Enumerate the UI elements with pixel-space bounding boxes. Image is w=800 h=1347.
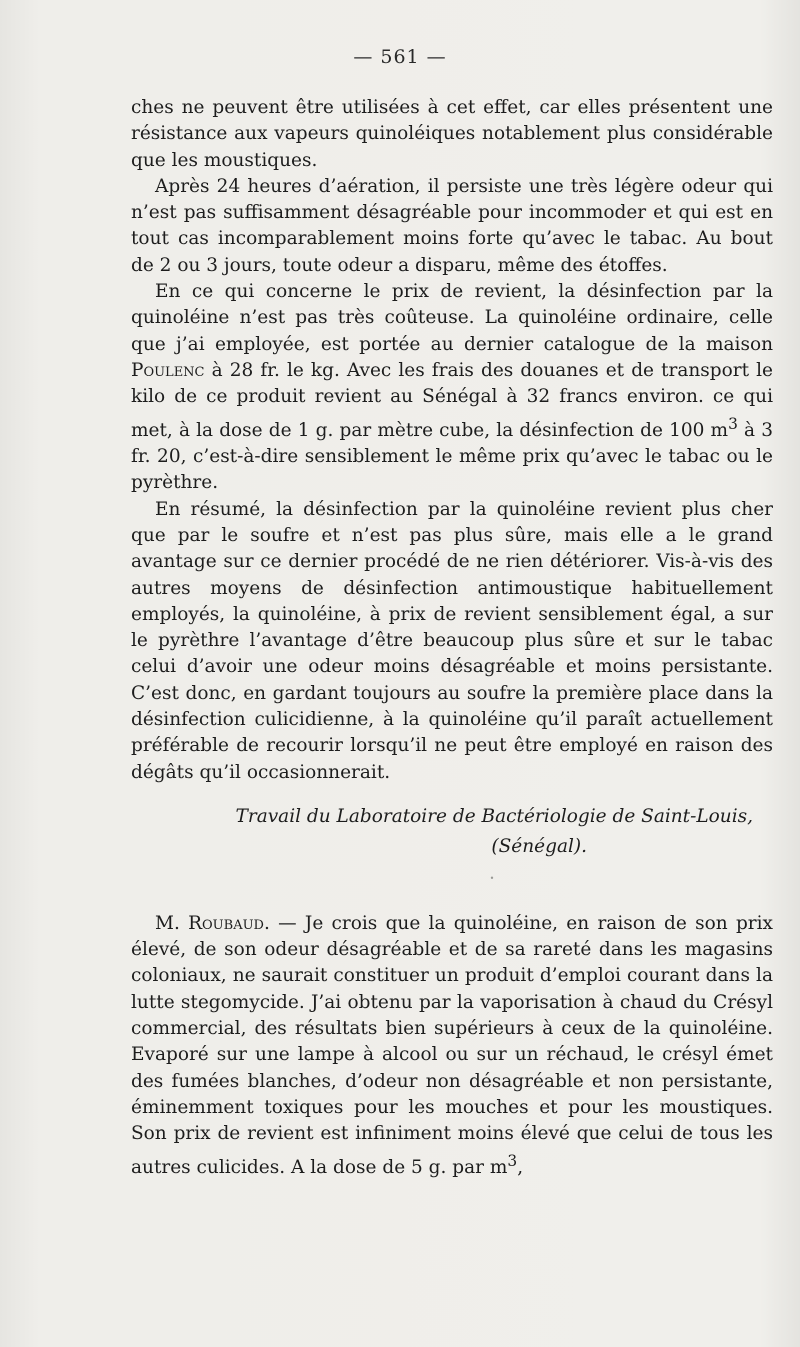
section-ornament: • <box>489 873 495 883</box>
paragraph-5 <box>131 911 773 1181</box>
cubic-superscript: 3 <box>728 414 738 433</box>
attribution <box>131 802 773 862</box>
paragraph-5-end: , <box>517 1156 524 1178</box>
cubic-superscript-2: 3 <box>507 1151 518 1170</box>
paragraph-2: Après 24 heures d’aération, il persiste une très légère odeur qui n’est pas suffisamment désagréable pour incommoder et qui est en tout cas incomparablement moins forte qu’avec le tabac. Au bout de 2 ou 3 jours, toute odeur a disparu, même des étoffes. <box>131 175 773 276</box>
paragraph-4: En résumé, la désinfection par la quinoléine revient plus cher que par le soufre et n’est pas plus sûre, mais elle a le grand avantage sur ce dernier procédé de ne rien détériorer. Vis-à-vis des autres moyens de désinfection antimoustique habituellement employés, la quinoléine, à prix de revient sensiblement égal, a sur le pyrèthre l’avantage d’être beaucoup plus sûre et sur le tabac celui d’avoir une odeur moins désagréable et moins persistante. C’est donc, en gardant toujours au soufre la première place dans la désinfection culicidienne, à la quinoléine qu’il paraît actuellement préférable de recourir lorsqu’il ne peut être employé en raison des dégâts qu’il occasionnerait. <box>131 498 773 783</box>
speaker-name: M. Roubaud. <box>155 912 270 934</box>
company-name: Poulenc <box>131 359 205 381</box>
paragraph-3-middle: à 28 fr. le kg. Avec les frais des douanes et de transport le kilo de ce produit revient au Sénégal à 32 francs environ. ce qui met, à la dose de 1 g. par mètre cube, la désinfection de 100 m <box>131 359 773 441</box>
paragraph-3-end: à 3 fr. 20, c’est-à-dire sensiblement le même prix qu’avec le tabac ou le pyrèthre. <box>131 419 774 494</box>
body-text <box>131 95 773 1181</box>
attribution-line-1: Travail du Laboratoire de Bactériologie de Saint-Louis, <box>235 805 753 827</box>
paragraph-1: ches ne peuvent être utilisées à cet effet, car elles présentent une résistance aux vapeurs quinoléiques notablement plus considérable que les moustiques. <box>131 97 773 171</box>
page-number: — 561 — <box>353 46 447 68</box>
paragraph-5-text: — Je crois que la quinoléine, en raison de son prix élevé, de son odeur désagréable et de sa rareté dans les magasins coloniaux, ne saurait constituer un produit d’emploi courant dans la lutte stegomycide. J’ai obtenu par la vaporisation à chaud du Crésyl commercial, des résultats bien supérieurs à ceux de la quinoléine. Evaporé sur une lampe à alcool ou sur un réchaud, le crésyl émet des fumées blanches, d’odeur non désagréable et non persistante, éminemment toxiques pour les mouches et pour les moustiques. Son prix de revient est infiniment moins élevé que celui de tous les autres culicides. A la dose de 5 g. par m <box>131 912 773 1178</box>
paragraph-3-start: En ce qui concerne le prix de revient, la désinfection par la quinoléine n’est pas très coûteuse. La quinoléine ordinaire, celle que j’ai employée, est portée au dernier catalogue de la maison <box>131 281 773 355</box>
attribution-line-2: (Sénégal). <box>491 835 587 857</box>
paragraph-3 <box>131 279 773 497</box>
